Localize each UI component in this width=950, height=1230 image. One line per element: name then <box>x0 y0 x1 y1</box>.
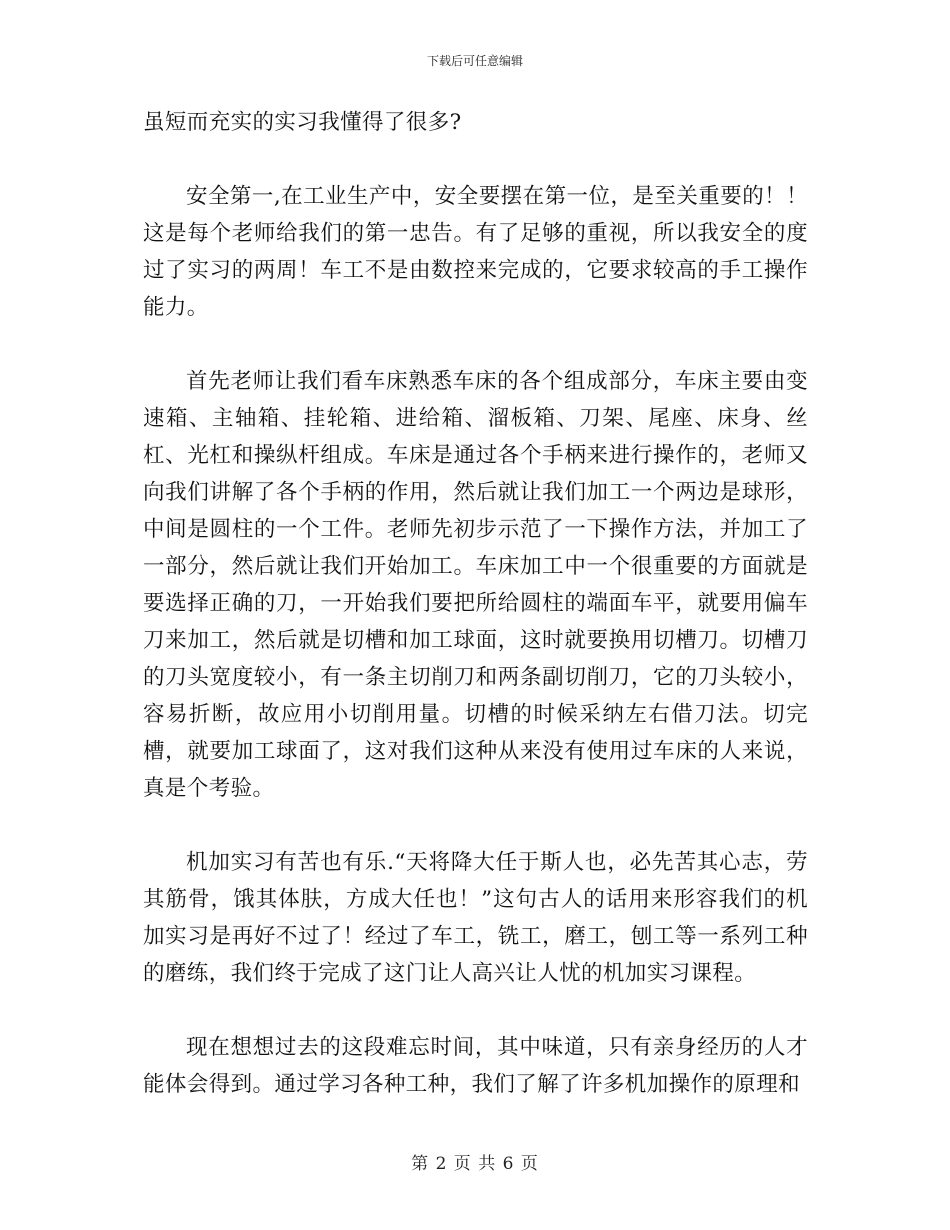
page-header: 下载后可任意编辑 <box>426 54 523 68</box>
paragraph-lathe: 首先老师让我们看车床熟悉车床的各个组成部分，车床主要由变速箱、主轴箱、挂轮箱、进给箱、溜板箱、刀架、尾座、床身、丝杠、光杠和操纵杆组成。车床是通过各个手柄来进行操作的，老师又向我们讲解了各个手柄的作用，然后就让我们加工一个两边是球形，中间是圆柱的一个工件。老师先初步示范了一下操作方法，并加工了一部分，然后就让我们开始加工。车床加工中一个很重要的方面就是要选择正确的刀，一开始我们要把所给圆柱的端面车平，就要用偏车刀来加工，然后就是切槽和加工球面，这时就要换用切槽刀。切槽刀的刀头宽度较小，有一条主切削刀和两条副切削刀，它的刀头较小，容易折断，故应用小切削用量。切槽的时候采纳左右借刀法。切完槽，就要加工球面了，这对我们这种从来没有使用过车床的人来说，真是个考验。 <box>143 369 808 801</box>
paragraph-reflection: 现在想想过去的这段难忘时间，其中味道，只有亲身经历的人才能体会得到。通过学习各种工种，我们了解了许多机加操作的原理和 <box>143 1035 808 1097</box>
document-body <box>143 104 808 1103</box>
paragraph-continuation: 虽短而充实的实习我懂得了很多? <box>143 110 462 135</box>
paragraph-hardship: 机加实习有苦也有乐.“天将降大任于斯人也，必先苦其心志，劳其筋骨，饿其体肤，方成大任也！”这句古人的话用来形容我们的机加实习是再好不过了！经过了车工，铣工，磨工，刨工等一系列工种的磨练，我们终于完成了这门让人高兴让人忧的机加实习课程。 <box>143 850 808 986</box>
page-number-footer: 第 2 页 共 6 页 <box>411 1154 539 1174</box>
paragraph-safety: 安全第一,在工业生产中，安全要摆在第一位，是至关重要的！！这是每个老师给我们的第一忠告。有了足够的重视，所以我安全的度过了实习的两周！车工不是由数控来完成的，它要求较高的手工操作能力。 <box>143 184 808 320</box>
